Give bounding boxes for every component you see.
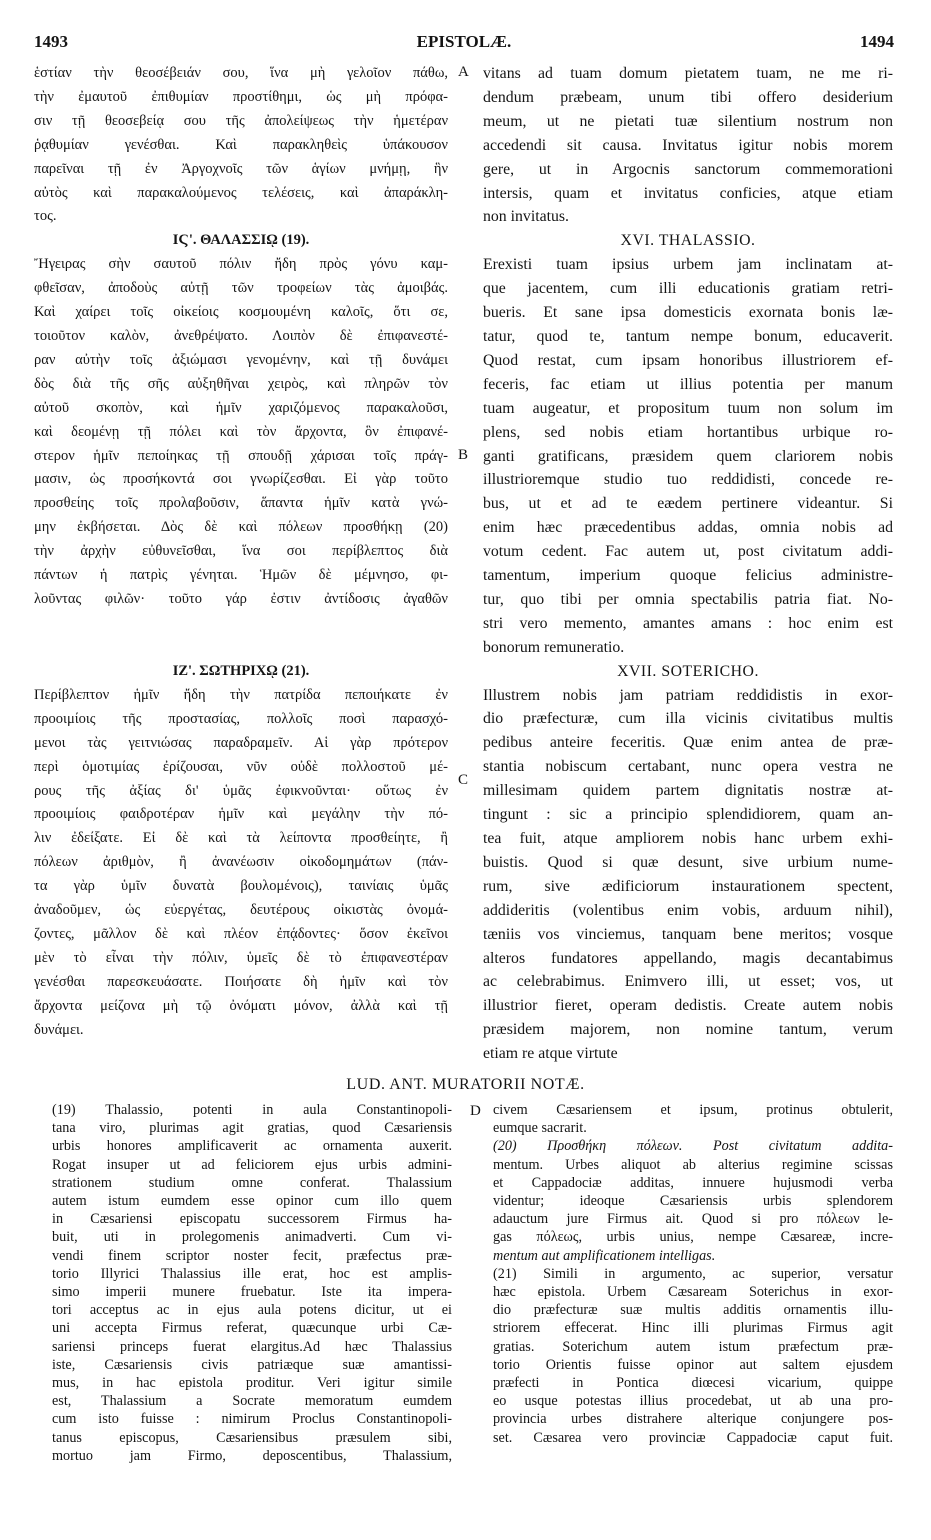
greek-line: λοῦντας φιλῶν· τοῦτο γάρ ἐστιν ἀντίδοσις ἀγαθῶν [34, 590, 448, 607]
note-line: autem istum eumdem esse opinor cum illo quem [52, 1193, 452, 1210]
latin-line: etiam re atque virtute [483, 1045, 618, 1063]
latin-line: tingunt : sic a principio splendidiorem, quam an- [483, 806, 893, 824]
latin-line: præsidem majorem, non nomine tantum, verum [483, 1021, 893, 1039]
note-line: mortuo jam Firmo, deposcentibus, Thalassium, [52, 1447, 452, 1464]
latin-line: stantia nobiscum certabant, nunc opera vestra ne [483, 758, 893, 776]
note-line: est, Thalassium a Socrate memoratum eumdem [52, 1393, 452, 1410]
section-marker-b: B [458, 447, 469, 463]
greek-line: ρους τῆς ἀξίας δι' ὑμᾶς ἐφικνοῦνται· οὕτως ἐν [34, 782, 448, 799]
latin-line: illustrioremque studio tuo reddidisti, concede re- [483, 471, 893, 489]
note-line: in Cæsariensi episcopatu successorem Firmus ha- [52, 1211, 452, 1228]
note-line: hæc epistola. Urbem Cæsaream Soterichus in exor- [493, 1284, 893, 1301]
greek-line: παρεῖναι τῇ ἐν Ἀργοχνοῖς τῶν ἁγίων μνήμῃ, ἣν [34, 160, 448, 177]
note-line: vendi finem scriptor noster fecit, præfectus præ- [52, 1247, 452, 1264]
note-line: torio Orientis fuisse opinor aut saltem ejusdem [493, 1356, 893, 1373]
latin-heading-sotericho: XVII. SOTERICHO. [617, 662, 759, 680]
latin-line: Illustrem nobis jam patriam reddidistis in exor- [483, 686, 893, 704]
greek-line: προσθείης τοῖς προλαβοῦσιν, ἅπαντα ἡμῖν κατὰ γνώ- [34, 495, 448, 512]
note-line: gratias. Soterichum autem istum præfectum præ- [493, 1338, 893, 1355]
latin-line: enim hæc præcedentibus addas, omnia nobis ad [483, 519, 893, 537]
greek-line: Ἤγειρας σὴν σαυτοῦ πόλιν ἤδη πρὸς γόνυ καμ- [34, 256, 448, 273]
latin-line: ganti gratificans, præsidem quem clariorem nobis [483, 447, 893, 465]
greek-line: δὸς διὰ τῆς σῆς αὐξηθῆναι χειρὸς, καὶ πληρῶν τὸν [34, 375, 448, 392]
note-line: adauctum jure Firmus ait. Quod si pro πόλεων le- [493, 1211, 893, 1228]
greek-line: ἄρχοντα μείζονα μὴ τῷ ὀνόματι μόνον, ἀλλὰ καὶ τῇ [34, 997, 448, 1014]
latin-line: bus, ut et ad te eædem pertinere videantur. Si [483, 495, 893, 513]
greek-line: λιν ἐδείξατε. Εἰ δὲ καὶ τὰ λείποντα προσθείητε, ἢ [34, 830, 448, 847]
latin-line: Quod restat, cum ipsam honoribus illustriorem ef- [483, 351, 893, 369]
latin-line: vitans ad tuam domum pietatem tuam, ne me ri- [483, 65, 893, 82]
note-line: cum isto fuisse : nimirum Proclus Constantinopoli- [52, 1411, 452, 1428]
latin-line: tea fuit, atque ampliorem nobis hanc urbem exhi- [483, 830, 893, 847]
greek-heading-thalassio: ΙϚ'. ΘΑΛΑΣΣΙῼ (19). [172, 232, 310, 249]
running-title: EPISTOLÆ. [416, 32, 512, 51]
note-line: dio præfecturæ suæ multis additis ornamentis illu- [493, 1302, 893, 1319]
note-line: videntur; ideoque Cæsariensis urbis splendorem [493, 1193, 893, 1210]
section-marker-d: D [470, 1103, 481, 1119]
note-line: striorem effecerat. Hinc illi plurimas Firmus agit [493, 1320, 893, 1337]
note-line: mentum. Urbes aliquot ab alterius regimine scissas [493, 1156, 893, 1173]
greek-line: τὴν ἀρχὴν εὐθυνεῖσθαι, ἵνα σοι περίβλεπτος διὰ [34, 543, 448, 560]
latin-line: Erexisti tuam ipsius urbem jam inclinatam at- [483, 256, 893, 274]
note-line: uni accepta Firmus referat, quæcunque urbi Cæ- [52, 1320, 452, 1337]
greek-line: στερον ἡμῖν πεποίηκας τῇ σπουδῇ χάρισαι τοῖς πράγ- [34, 447, 448, 464]
greek-column-second [34, 660, 448, 1043]
note-line: mus, in hac epistola proditur. Veri igitur simile [52, 1375, 452, 1392]
greek-line: καὶ δεομένῃ τῇ πόλει καὶ τὸν ἄρχοντα, ὃν ἐπιφανέ- [34, 423, 448, 440]
latin-line: tur, quo tibi per omnia spectabilis patria fiat. No- [483, 590, 893, 608]
note-line: tana viro, plurimas agit gratias, quod Cæsariensis [52, 1120, 452, 1137]
greek-line: σιν τῇ θεοσεβείᾳ σου τῆς ἀπολείψεως τὴν ἡμετέραν [34, 112, 448, 129]
note-line: mentum aut amplificationem intelligas. [493, 1247, 716, 1264]
section-marker-a: A [458, 64, 469, 80]
greek-line: δυνάμει. [34, 1021, 84, 1038]
greek-line: μενοι τὰς γειτνιώσας παραδραμεῖν. Αἱ γὰρ πρότερον [34, 734, 448, 751]
greek-line: γενέσθαι παρεσκευάσατε. Ποιήσατε δὴ ἡμῖν καὶ τὸν [34, 973, 448, 990]
latin-line: meum, ut ne pietati tuæ silentium nostrum non [483, 112, 893, 130]
running-header [34, 32, 894, 56]
greek-line: φθεῖσαν, ἀποδοὺς αὐτῇ τῶν τροφείων τὰς ἀμοιβάς. [34, 280, 448, 297]
greek-line: ραν αὐτὴν τοῖς ἀξιώμασι γενομένην, καὶ τῇ δυνάμει [34, 351, 448, 368]
latin-line: intersis, quam et invitatus conficies, atque etiam [483, 184, 893, 202]
notes-right-column [493, 1101, 893, 1447]
note-line: et Cappadociæ additas, innuere hujusmodi verba [493, 1174, 893, 1191]
note-line: gas πόλεως, urbis unius, nempe Cæsareæ, incre- [493, 1229, 893, 1246]
latin-line: bueris. Et sane ipsa domesticis exornata bonis læ- [483, 304, 893, 322]
note-line: tori acceptus ac in ejus aula potens dicitur, ut ei [52, 1302, 452, 1319]
note-line: Rogat insuper ut ad feliciorem ejus urbis admini- [52, 1156, 452, 1173]
latin-column [483, 62, 893, 1066]
latin-line: dio præfecturæ, cum illa vicinis civitatibus multis [483, 710, 893, 728]
greek-line: πόλεων ἀριθμὸν, ἢ ἀνανέωσιν οἰκοδομημάτων (πάν- [34, 854, 448, 871]
greek-column [34, 62, 448, 612]
note-line: buit, uti in prolegomenis animadverti. Cum vi- [52, 1229, 452, 1246]
greek-line: μὲν τὸ εἶναι τὴν πόλιν, ὑμεῖς δὲ τὸ ἐπιφανεστέραν [34, 949, 448, 966]
latin-line: addideritis (volentibus enim vobis, arduum nihil), [483, 901, 893, 919]
greek-line: πάντων ἡ πατρὶς γένηται. Ἡμῶν δὲ μέμνησο, φι- [34, 567, 448, 584]
latin-line: tuam augeatur, et propositum tuum non solum im [483, 399, 893, 417]
greek-heading-soterichus: ΙΖ'. ΣΩΤΗΡΙΧῼ (21). [172, 663, 310, 679]
latin-line: gere, ut in Argocnis sanctorum commemorationi [483, 160, 893, 178]
greek-line: Περίβλεπτον ἡμῖν ἤδη τὴν πατρίδα πεποιήκατε ἐν [34, 686, 448, 703]
latin-line: accedendi sit causa. Invitatus igitur nobis morem [483, 136, 893, 154]
note-line: civem Cæsariensem et ipsum, protinus obtulerit, [493, 1102, 893, 1118]
latin-line: millesimam quidem partem dignitatis nostræ at- [483, 782, 893, 800]
greek-line: περὶ ὁμοτιμίας ἐρίζουσαι, νῦν οὐδὲ πολλοστοῦ μέ- [34, 758, 448, 775]
note-line: urbis honores amplificaverit ac ornamenta auxerit. [52, 1138, 452, 1155]
latin-line: bonorum remuneratio. [483, 638, 625, 656]
note-line: præfecti in Pontica diœcesi vicarium, quippe [493, 1375, 893, 1392]
notes-left-column [52, 1101, 452, 1465]
note-line: simo imperii munere fruebatur. Iste ita impera- [52, 1284, 452, 1301]
note-line: iste, Cæsariensis civis patriæque suæ amantissi- [52, 1356, 452, 1373]
latin-line: tatur, quod te, tantum nempe bonum, educaverit. [483, 327, 893, 345]
latin-line: stri vero memento, amantes amans : hoc enim est [483, 614, 893, 632]
note-line: eo usque potestas illius procedebat, ut ab una pro- [493, 1393, 893, 1410]
latin-line: feceris, fac etiam ut illius potentia per manum [483, 375, 893, 393]
latin-heading-thalassio: XVI. THALASSIO. [620, 232, 756, 250]
greek-line: τὴν ἐμαυτοῦ ἐπιθυμίαν προστίθημι, ὡς μὴ πρόφα- [34, 88, 448, 105]
note-line: (19) Thalassio, potenti in aula Constantinopoli- [52, 1102, 452, 1118]
note-line: set. Cæsarea vero provinciæ Cappadociæ caput fuit. [493, 1429, 893, 1446]
greek-line: αὐτὸς καὶ παρακαλούμενος τελέσεις, καὶ ἀπαράκλη- [34, 184, 448, 201]
note-line: tanus episcopus, Cæsariensibus præsulem sibi, [52, 1429, 452, 1446]
greek-line: τος. [34, 208, 57, 225]
note-line: strationem studium omne conferat. Thalassium [52, 1174, 452, 1191]
latin-line: illustrior fieret, operam dedistis. Create autem nobis [483, 997, 893, 1015]
latin-line: plens, sed nobis etiam hortantibus urbique ro- [483, 423, 893, 441]
note-line: torio Illyrici Thalassius ille erat, hoc est amplis- [52, 1265, 452, 1282]
greek-line: προοιμίοις τῆς προστασίας, πολλοῖς ποσὶ παρασχό- [34, 710, 448, 727]
greek-line: ζοντες, μᾶλλον δὲ καὶ πλέον ἐπᾴδοντες· ὅσον ἐκεῖνοι [34, 925, 448, 942]
latin-line: tamentum, imperium quoque felicius administre- [483, 567, 893, 585]
note-line: (21) Simili in argumento, ac superior, versatur [493, 1265, 893, 1282]
greek-line: μασιν, ὡς προσήκοντά σοι γνωρίζεσθαι. Εἰ γὰρ τοῦτο [34, 471, 448, 488]
greek-line: τοιοῦτον καλὸν, ἀνεθρέψατο. Λοιπὸν δὲ ἐπιφανεστέ- [34, 327, 448, 344]
greek-line: αὐτοῦ σκοπὸν, καὶ ἡμῖν χαριζόμενος παρακαλοῦσι, [34, 399, 448, 416]
latin-line: buistis. Quod si quæ desunt, sive urbium nume- [483, 853, 893, 871]
page-number-left: 1493 [34, 32, 68, 51]
latin-line: non invitatus. [483, 208, 570, 226]
latin-line: rum, sive ædificiorum instaurationem spectent, [483, 877, 893, 895]
greek-line: προοιμίοις φαιδροτέραν ἡμῖν καὶ μεγάλην τὴν πό- [34, 806, 448, 823]
greek-line: ῥᾳθυμίαν γενέσθαι. Καὶ παρακληθεὶς ὑπάκουσον [34, 136, 448, 153]
note-line: sariensi princeps fuerat elargitus.Ad hæc Thalassius [52, 1338, 452, 1355]
latin-line: votum cedent. Fac autem ut, post civitatum addi- [483, 543, 893, 561]
greek-line: μην ἐκβήσεται. Δὸς δὲ καὶ πόλεων προσθήκῃ (20) [34, 519, 448, 536]
latin-line: que jacentem, cum illi educationis gratiam retri- [483, 280, 893, 298]
latin-line: tæniis vos vinciemus, tanquam bene meritos; vosque [483, 925, 893, 943]
latin-line: dendum præbeam, unum tibi offero desiderium [483, 88, 893, 106]
section-marker-c: C [458, 772, 469, 788]
greek-line: τα γὰρ ὑμῖν δυνατὰ βουλομένοις), ταινίαις ὑμᾶς [34, 878, 448, 895]
note-line: eumque sacrarit. [493, 1120, 587, 1137]
page-number-right: 1494 [860, 32, 894, 51]
greek-line: ἑστίαν τὴν θεοσέβειάν σου, ἵνα μὴ γελοῖον πάθω, [34, 65, 448, 81]
greek-line: Καὶ χαίρει τοῖς οἰκείοις κοσμουμένη καλοῖς, ὅτι σε, [34, 304, 448, 321]
latin-line: alteros fundatores appellando, magis decantabimus [483, 949, 893, 967]
latin-line: pedibus anteire feceritis. Quæ enim antea de præ- [483, 734, 893, 752]
note-line: provincia urbes distrahere alterique conjungere pos- [493, 1411, 893, 1428]
notes-title: LUD. ANT. MURATORII NOTÆ. [346, 1076, 585, 1093]
latin-line: ac celebrabimus. Enimvero illi, ut esset; vos, ut [483, 973, 893, 991]
greek-line: ἀναδοῦμεν, ὡς εὐεργέτας, δευτέρους οἰκιστὰς ὀνομά- [34, 902, 448, 919]
note-line: (20) Προσθήκη πόλεων. Post civitatum addita- [493, 1138, 893, 1155]
